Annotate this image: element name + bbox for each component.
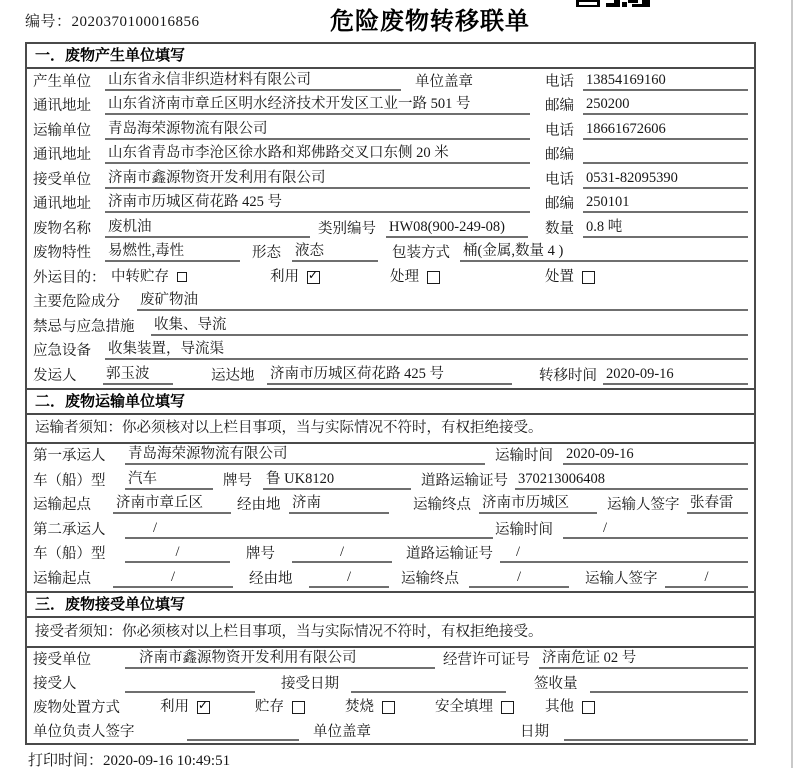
qty-group — [545, 219, 748, 238]
row-dispatch — [27, 363, 754, 388]
field-label: 车（船）型 — [33, 546, 106, 562]
row-vehicle1 — [27, 468, 754, 493]
code-label: 类别编号 — [318, 220, 376, 237]
checkbox-other — [582, 701, 595, 714]
transfer-time-group — [539, 366, 748, 385]
vehicle-type-value: / — [125, 544, 230, 563]
field-label: 第一承运人 — [33, 448, 106, 464]
license-value: / — [500, 544, 748, 563]
disposal-option-use — [160, 700, 210, 715]
checkbox-dispose — [582, 271, 595, 284]
page-title: 危险废物转移联单 — [330, 8, 530, 35]
purpose-option-transfer — [111, 270, 187, 285]
address-value: 山东省济南市章丘区明水经济技术开发区工业一路 501 号 — [105, 96, 530, 115]
phone-label: 电话 — [545, 73, 574, 90]
sign-label: 运输人签字 — [607, 497, 680, 513]
phone-group — [545, 121, 748, 140]
qty-label: 数量 — [545, 220, 574, 237]
disposal-option-store — [255, 700, 305, 715]
option-label: 其他 — [545, 698, 574, 715]
vehicle-type-value: 汽车 — [125, 471, 213, 490]
transfer-form — [25, 42, 756, 745]
license-value: 济南危证 02 号 — [539, 650, 748, 669]
time-label: 转移时间 — [539, 367, 597, 384]
via-value: 济南 — [289, 495, 389, 514]
row-acceptance — [27, 672, 754, 696]
field-label: 废物特性 — [33, 245, 91, 261]
waste-name-value: 废机油 — [105, 219, 310, 238]
row-receiver-address — [27, 192, 754, 217]
field-label: 运输起点 — [33, 570, 91, 587]
equipment-value: 收集装置，导流渠 — [105, 341, 748, 360]
accept-unit-value: 济南市鑫源物资开发利用有限公司 — [125, 650, 435, 669]
field-label: 废物名称 — [33, 220, 91, 237]
end-value: / — [469, 569, 569, 588]
checkbox-incinerate — [382, 701, 395, 714]
section3-notice: 接受者须知：你必须核对以上栏目事项，当与实际情况不符时，有权拒绝接受。 — [27, 618, 754, 648]
row-precaution — [27, 314, 754, 339]
row-equipment — [27, 339, 754, 364]
field-label: 运输单位 — [33, 122, 91, 139]
time-group — [495, 446, 748, 465]
checkbox-use — [197, 701, 210, 714]
field-label: 通讯地址 — [33, 196, 91, 212]
phone-group — [545, 170, 748, 189]
field-label: 通讯地址 — [33, 98, 91, 114]
checkbox-store — [292, 701, 305, 714]
field-label: 接受单位 — [33, 651, 91, 668]
time-label: 运输时间 — [495, 448, 553, 464]
origin-value: 济南市章丘区 — [113, 495, 231, 514]
field-label: 产生单位 — [33, 73, 91, 90]
phone-value: 18661672606 — [583, 121, 748, 140]
origin-value: / — [113, 569, 233, 588]
end-label: 运输终点 — [401, 570, 459, 587]
zip-label: 邮编 — [545, 98, 574, 114]
page-edge-line — [791, 0, 793, 768]
row-transporter-address — [27, 143, 754, 168]
dispatcher-value: 郭玉波 — [103, 366, 173, 385]
row-waste-traits — [27, 241, 754, 266]
date-label: 日期 — [520, 723, 549, 740]
field-label: 废物处置方式 — [33, 699, 120, 716]
print-time — [28, 749, 230, 770]
end-value: 济南市历城区 — [479, 495, 597, 514]
zip-value: 250200 — [583, 96, 748, 115]
producer-value: 山东省永信非织造材料有限公司 — [105, 72, 401, 91]
row-vehicle2 — [27, 542, 754, 567]
field-label: 应急设备 — [33, 343, 91, 359]
license-label: 道路运输证号 — [421, 472, 508, 489]
purpose-option-treat — [390, 270, 440, 285]
option-label: 贮存 — [255, 698, 284, 715]
row-disposal — [27, 696, 754, 720]
zip-label: 邮编 — [545, 147, 574, 163]
amount-value — [590, 676, 748, 693]
qr-code-fragment — [576, 0, 656, 8]
amount-label: 签收量 — [534, 675, 578, 692]
date-label: 接受日期 — [281, 675, 339, 692]
row-purpose — [27, 265, 754, 290]
field-label: 接受人 — [33, 675, 77, 692]
checkbox-treat — [427, 271, 440, 284]
row-producer-address — [27, 94, 754, 119]
option-label: 中转贮存 — [111, 268, 169, 285]
option-label: 焚烧 — [345, 698, 374, 715]
phone-value: 0531-82095390 — [583, 170, 748, 189]
row-producer — [27, 69, 754, 94]
field-label: 接受单位 — [33, 171, 91, 188]
zip-value: 250101 — [583, 194, 748, 213]
zip-group — [545, 147, 748, 164]
section3-header: 三．废物接受单位填写 — [27, 591, 754, 618]
via-label: 经由地 — [237, 497, 281, 513]
plate-value: 鲁 UK8120 — [263, 471, 411, 490]
option-label: 利用 — [270, 268, 299, 285]
serial-number — [25, 10, 200, 31]
checkbox-use — [307, 271, 320, 284]
option-label: 安全填埋 — [435, 698, 493, 715]
phone-group — [545, 72, 748, 91]
row-waste-name — [27, 216, 754, 241]
disposal-option-other — [545, 700, 595, 715]
zip-value — [583, 147, 748, 164]
date-value — [351, 676, 506, 693]
traits-value: 易燃性,毒性 — [105, 243, 240, 262]
receiver-value: 济南市鑫源物资开发利用有限公司 — [105, 170, 530, 189]
serial-value: 2020370100016856 — [71, 14, 200, 30]
option-label: 利用 — [160, 698, 189, 715]
carrier1-value: 青岛海荣源物流有限公司 — [125, 446, 485, 465]
phone-label: 电话 — [545, 171, 574, 188]
print-time-value: 2020-09-16 10:49:51 — [103, 753, 231, 769]
address-value: 山东省青岛市李沧区徐水路和郑佛路交叉口东侧 20 米 — [105, 145, 530, 164]
acceptor-value — [125, 676, 255, 693]
time-label: 运输时间 — [495, 521, 553, 538]
sign-label: 运输人签字 — [585, 570, 658, 587]
date-group — [520, 724, 748, 741]
field-label: 外运目的： — [33, 269, 106, 286]
print-time-label: 打印时间： — [28, 753, 104, 769]
field-label: 主要危险成分 — [33, 294, 120, 310]
signature-value — [187, 724, 299, 741]
zip-group — [545, 194, 748, 213]
disposal-option-landfill — [435, 700, 514, 715]
license-label: 经营许可证号 — [443, 651, 530, 668]
phone-value: 13854169160 — [583, 72, 748, 91]
via-label: 经由地 — [249, 570, 293, 587]
purpose-option-dispose — [545, 270, 595, 285]
pack-label: 包装方式 — [392, 245, 450, 261]
seal-label: 单位盖章 — [313, 723, 371, 740]
license-value: 370213006408 — [515, 471, 748, 490]
row-receiver — [27, 167, 754, 192]
checkbox-transfer-storage — [177, 272, 187, 282]
form-value: 液态 — [292, 243, 378, 262]
precaution-value: 收集、导流 — [151, 317, 748, 336]
license-label: 道路运输证号 — [406, 546, 493, 562]
field-label: 单位负责人签字 — [33, 723, 135, 740]
phone-label: 电话 — [545, 122, 574, 139]
via-value: / — [309, 569, 389, 588]
date-value — [564, 724, 748, 741]
row-transporter — [27, 118, 754, 143]
row-carrier1 — [27, 444, 754, 469]
dest-label: 运达地 — [211, 367, 255, 384]
section1-header: 一．废物产生单位填写 — [27, 44, 754, 69]
checkbox-landfill — [501, 701, 514, 714]
hazard-value: 废矿物油 — [137, 292, 748, 311]
section2-notice: 运输者须知：你必须核对以上栏目事项，当与实际情况不符时，有权拒绝接受。 — [27, 415, 754, 444]
section2-header: 二．废物运输单位填写 — [27, 388, 754, 415]
field-label: 禁忌与应急措施 — [33, 318, 135, 335]
plate-value: / — [292, 544, 392, 563]
row-carrier2 — [27, 517, 754, 542]
address-value: 济南市历城区荷花路 425 号 — [105, 194, 530, 213]
time-value: 2020-09-16 — [563, 446, 748, 465]
qty-value: 0.8 吨 — [583, 219, 748, 238]
pack-value: 桶(金属,数量 4 ) — [460, 243, 748, 262]
form-label: 形态 — [252, 245, 281, 261]
zip-label: 邮编 — [545, 196, 574, 212]
dest-value: 济南市历城区荷花路 425 号 — [267, 366, 512, 385]
field-label: 第二承运人 — [33, 521, 106, 538]
time-value: / — [563, 520, 748, 539]
disposal-option-incinerate — [345, 700, 395, 715]
sign-value: 张春雷 — [687, 495, 748, 514]
field-label: 发运人 — [33, 367, 77, 384]
carrier2-value: / — [125, 520, 493, 539]
seal-label: 单位盖章 — [415, 73, 473, 90]
purpose-option-use — [270, 270, 320, 285]
time-value: 2020-09-16 — [603, 366, 748, 385]
zip-group — [545, 96, 748, 115]
option-label: 处置 — [545, 268, 574, 285]
code-value: HW08(900-249-08) — [386, 219, 528, 238]
serial-label: 编号： — [25, 14, 72, 30]
row-hazard — [27, 290, 754, 315]
option-label: 处理 — [390, 268, 419, 285]
field-label: 车（船）型 — [33, 472, 106, 489]
plate-label: 牌号 — [246, 546, 275, 562]
time-group — [495, 520, 748, 539]
row-route1 — [27, 493, 754, 518]
row-accept-unit — [27, 648, 754, 672]
field-label: 通讯地址 — [33, 147, 91, 163]
plate-label: 牌号 — [223, 472, 252, 489]
row-signature — [27, 720, 754, 744]
end-label: 运输终点 — [413, 497, 471, 513]
field-label: 运输起点 — [33, 497, 91, 513]
transporter-value: 青岛海荣源物流有限公司 — [105, 121, 530, 140]
sign-value: / — [665, 569, 748, 588]
row-route2 — [27, 566, 754, 591]
